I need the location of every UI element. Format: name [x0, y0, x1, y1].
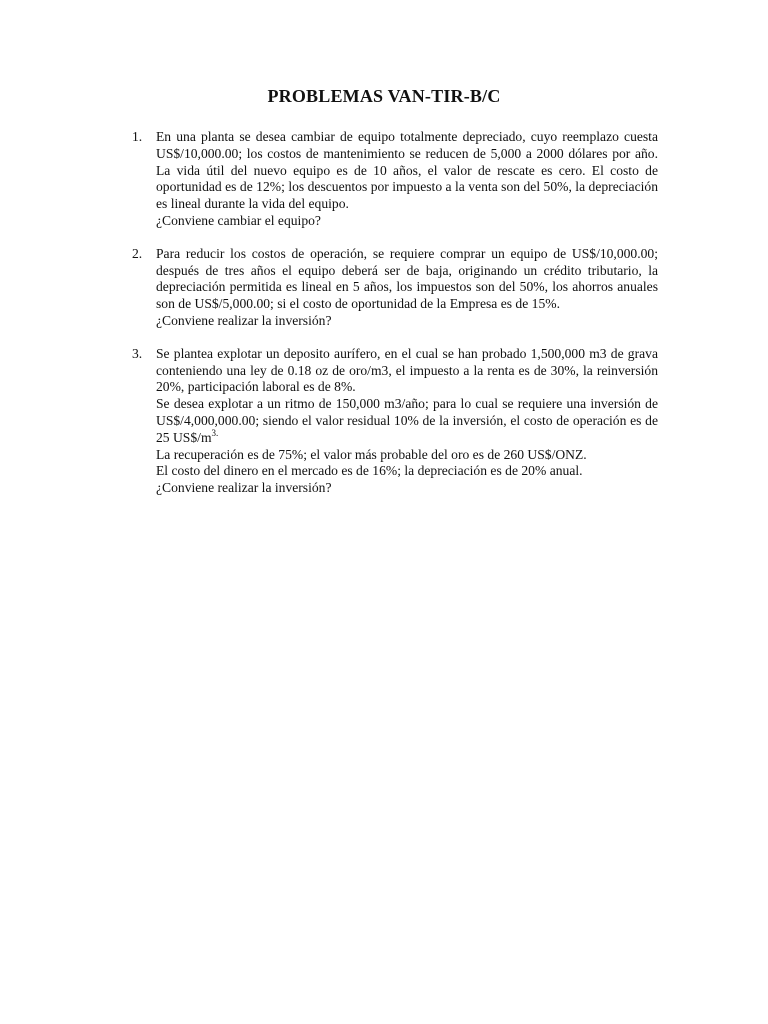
problem-item-3 [132, 346, 658, 497]
problem-question: ¿Conviene realizar la inversión? [156, 312, 332, 328]
problem-statement-cost: El costo del dinero en el mercado es de 16%; la depreciación es de 20% anual. [156, 463, 583, 479]
problem-statement: En una planta se desea cambiar de equipo totalmente depreciado, cuyo reemplazo cuesta US$/10,000.00; los costos de mantenimiento se reducen de 5,000 a 2000 dólares por año. La vida útil del nuevo equipo es de 10 años, el valor de rescate es cero. El costo de oportunidad es de 12%; los descuentos por impuesto a la venta son del 50%, la depreciación es lineal durante la vida del equipo. [156, 129, 658, 212]
problem-number: 2. [132, 245, 143, 261]
problem-statement-recovery: La recuperación es de 75%; el valor más probable del oro es de 260 US$/ONZ. [156, 446, 587, 462]
problem-statement: Se plantea explotar un deposito aurífero, en el cual se han probado 1,500,000 m3 de grava conteniendo una ley de 0.18 oz de oro/m3, el impuesto a la renta es de 30%, la reinversión 20%, participación laboral es de 8%. [156, 345, 658, 395]
superscript-cubed: 3. [211, 427, 219, 438]
problem-question: ¿Conviene cambiar el equipo? [156, 212, 321, 228]
problem-item-2 [132, 246, 658, 330]
problem-statement: Para reducir los costos de operación, se requiere comprar un equipo de US$/10,000.00; después de tres años el equipo deberá ser de baja, originando un crédito tributario, la depreciación permitida es lineal en 5 años, los impuestos son del 50%, los ahorros anuales son de US$/5,000.00; si el costo de oportunidad de la Empresa es de 15%. [156, 245, 658, 312]
document-title: PROBLEMAS VAN-TIR-B/C [267, 86, 501, 106]
problem-question: ¿Conviene realizar la inversión? [156, 480, 332, 496]
problem-item-1 [132, 129, 658, 230]
problem-list [132, 129, 658, 513]
problem-number: 1. [132, 129, 143, 144]
problem-number: 3. [132, 345, 143, 361]
problem-statement-continued [156, 396, 658, 446]
problem-statement-text: Se desea explotar a un ritmo de 150,000 m3/año; para lo cual se requiere una inversión de US$/4,000,000.00; siendo el valor residual 10% de la inversión, el costo de operación es de 25 US$/m [156, 396, 658, 445]
